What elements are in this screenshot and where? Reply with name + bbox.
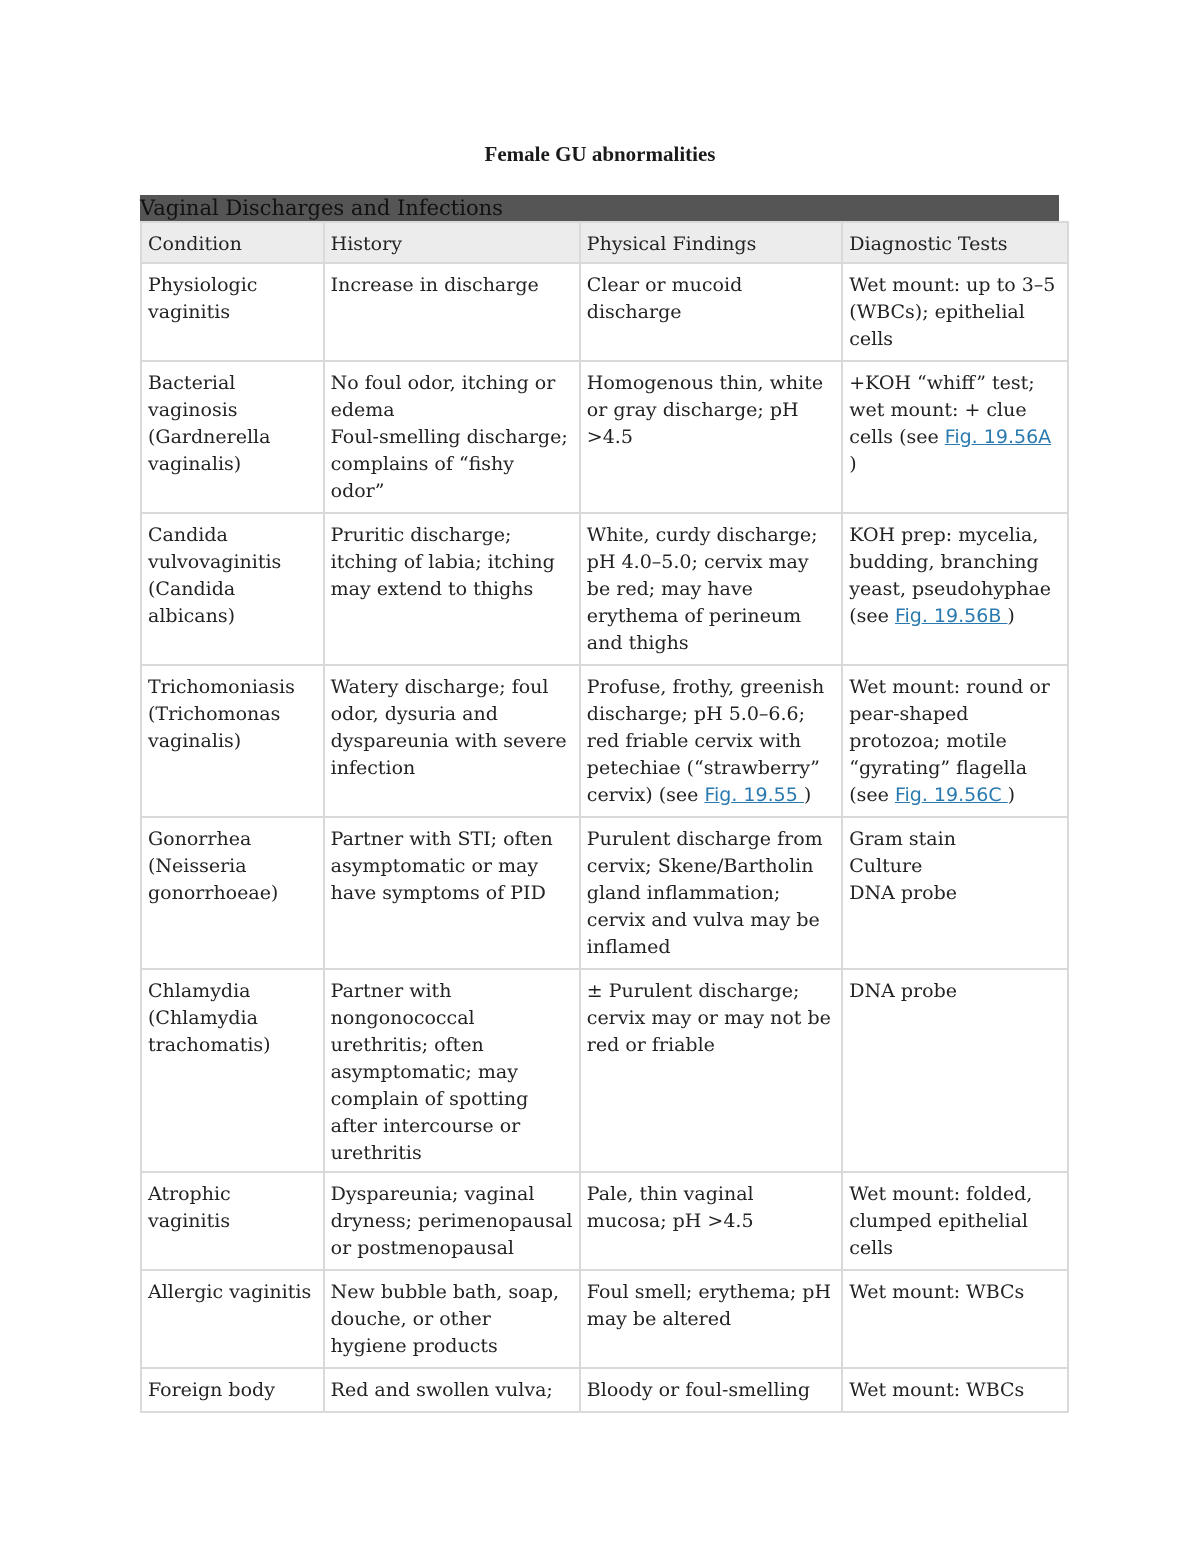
- cell-diagnostic: [843, 818, 1067, 968]
- header-condition: Condition: [142, 223, 323, 262]
- cell-history: Dyspareunia; vaginal dryness; perimenopausal or postmenopausal: [325, 1173, 579, 1269]
- diagnostic-line: DNA probe: [849, 882, 957, 904]
- cell-diagnostic: Wet mount: WBCs: [843, 1369, 1067, 1411]
- history-line: Foul-smelling discharge; complains of “fishy odor”: [330, 426, 568, 502]
- table-row: [142, 666, 1067, 816]
- cell-condition: Gonorrhea (Neisseria gonorrhoeae): [142, 818, 323, 968]
- cell-diagnostic: Wet mount: WBCs: [843, 1271, 1067, 1367]
- cell-history: [325, 362, 579, 512]
- figure-link[interactable]: Fig. 19.56C: [894, 784, 1008, 806]
- diagnostic-text: KOH prep: mycelia, budding, branching yeast, pseudohyphae (see: [849, 524, 1051, 627]
- history-line: No foul odor, itching or edema: [330, 372, 556, 421]
- page-title: Female GU abnormalities: [484, 142, 716, 166]
- table-row: [142, 362, 1067, 512]
- table-row: [142, 970, 1067, 1171]
- cell-physical: ± Purulent discharge; cervix may or may not be red or friable: [581, 970, 841, 1171]
- cell-history: Watery discharge; foul odor, dysuria and dyspareunia with severe infection: [325, 666, 579, 816]
- header-physical-findings: Physical Findings: [581, 223, 841, 262]
- cell-diagnostic: [843, 514, 1067, 664]
- cell-diagnostic: [843, 362, 1067, 512]
- cell-diagnostic: Wet mount: up to 3–5 (WBCs); epithelial cells: [843, 264, 1067, 360]
- cell-condition: Atrophic vaginitis: [142, 1173, 323, 1269]
- header-history: History: [325, 223, 579, 262]
- figure-link[interactable]: Fig. 19.55: [704, 784, 804, 806]
- cell-condition: Foreign body: [142, 1369, 323, 1411]
- cell-condition: Chlamydia (Chlamydia trachomatis): [142, 970, 323, 1171]
- cell-diagnostic: DNA probe: [843, 970, 1067, 1171]
- cell-physical: Bloody or foul-smelling: [581, 1369, 841, 1411]
- table-header-row: [142, 223, 1067, 262]
- cell-history: New bubble bath, soap, douche, or other hygiene products: [325, 1271, 579, 1367]
- cell-physical: White, curdy discharge; pH 4.0–5.0; cervix may be red; may have erythema of perineum and thighs: [581, 514, 841, 664]
- cell-history: Pruritic discharge; itching of labia; itching may extend to thighs: [325, 514, 579, 664]
- cell-diagnostic: Wet mount: folded, clumped epithelial cells: [843, 1173, 1067, 1269]
- conditions-table: [140, 221, 1069, 1413]
- diagnostic-text: ): [849, 453, 857, 475]
- table-row: [142, 818, 1067, 968]
- table-caption: Vaginal Discharges and Infections: [140, 196, 503, 220]
- table-row: [142, 264, 1067, 360]
- header-diagnostic-tests: Diagnostic Tests: [843, 223, 1067, 262]
- diagnostic-line: Culture: [849, 855, 923, 877]
- cell-condition: Trichomoniasis (Trichomonas vaginalis): [142, 666, 323, 816]
- table-row: [142, 1369, 1067, 1411]
- figure-link[interactable]: Fig. 19.56A: [944, 426, 1052, 448]
- cell-physical: Purulent discharge from cervix; Skene/Bartholin gland inflammation; cervix and vulva may be inflamed: [581, 818, 841, 968]
- diagnostic-text: +KOH “whiff” test; wet mount: + clue cells (see: [849, 372, 1035, 448]
- diagnostic-text: Wet mount: round or pear-shaped protozoa; motile “gyrating” flagella (see: [849, 676, 1050, 806]
- cell-physical: Pale, thin vaginal mucosa; pH >4.5: [581, 1173, 841, 1269]
- cell-physical: Homogenous thin, white or gray discharge; pH >4.5: [581, 362, 841, 512]
- cell-history: Red and swollen vulva;: [325, 1369, 579, 1411]
- diagnostic-text: ): [1007, 605, 1015, 627]
- physical-text: ): [803, 784, 812, 806]
- cell-history: Partner with STI; often asymptomatic or may have symptoms of PID: [325, 818, 579, 968]
- diagnostic-line: Gram stain: [849, 828, 956, 850]
- diagnostic-text: ): [1007, 784, 1016, 806]
- figure-link[interactable]: Fig. 19.56B: [894, 605, 1008, 627]
- cell-condition: Candida vulvovaginitis (Candida albicans): [142, 514, 323, 664]
- cell-diagnostic: [843, 666, 1067, 816]
- table-row: [142, 514, 1067, 664]
- table-row: [142, 1271, 1067, 1367]
- cell-condition: Bacterial vaginosis (Gardnerella vaginalis): [142, 362, 323, 512]
- physical-text: Profuse, frothy, greenish discharge; pH 5.0–6.6; red friable cervix with petechiae (“strawberry” cervix) (see: [586, 676, 825, 806]
- cell-condition: Allergic vaginitis: [142, 1271, 323, 1367]
- cell-physical: Clear or mucoid discharge: [581, 264, 841, 360]
- cell-history: Increase in discharge: [325, 264, 579, 360]
- cell-physical: [581, 666, 841, 816]
- table-row: [142, 1173, 1067, 1269]
- cell-history: Partner with nongonococcal urethritis; often asymptomatic; may complain of spotting after intercourse or urethritis: [325, 970, 579, 1171]
- cell-condition: Physiologic vaginitis: [142, 264, 323, 360]
- cell-physical: Foul smell; erythema; pH may be altered: [581, 1271, 841, 1367]
